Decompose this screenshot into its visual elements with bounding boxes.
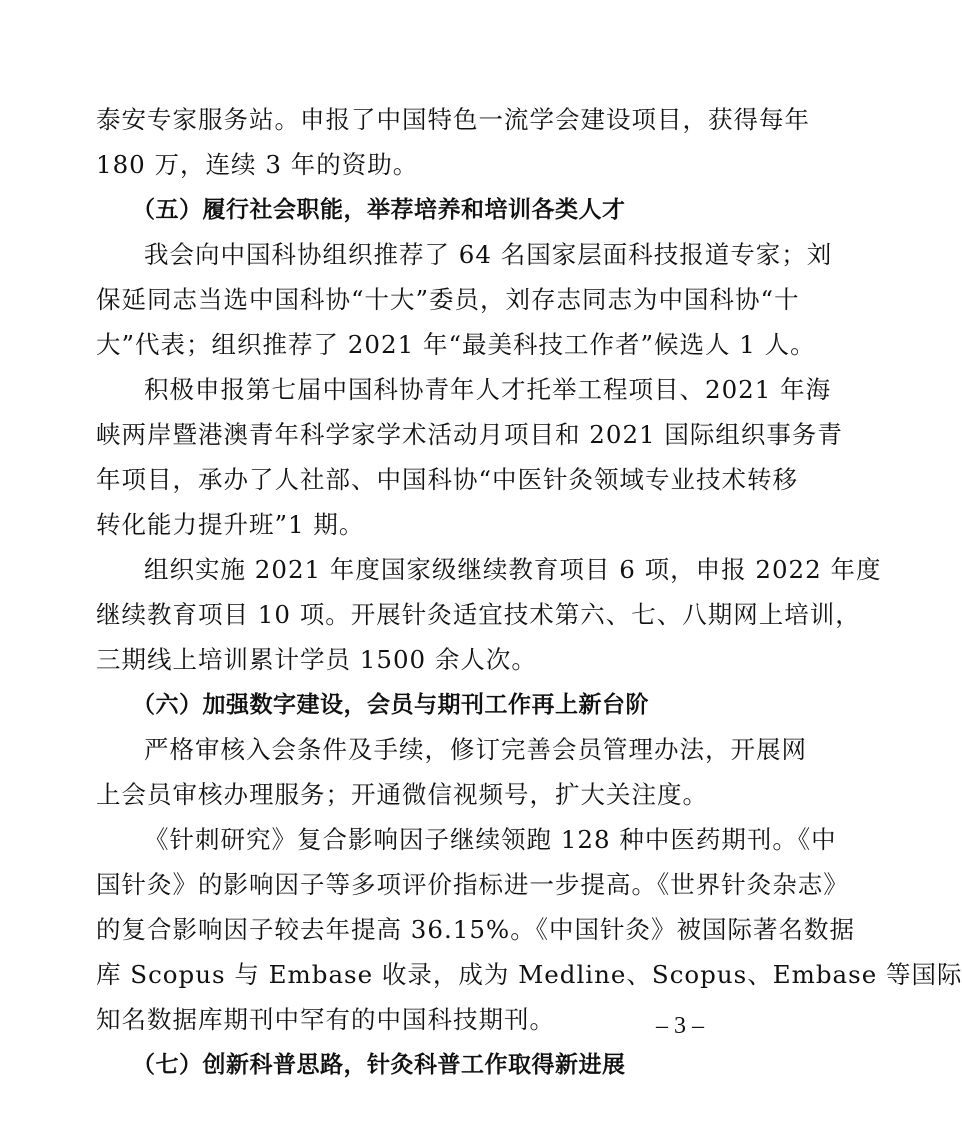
body-line: 三期线上培训累计学员 1500 余人次。: [96, 645, 537, 674]
body-line: 峡两岸暨港澳青年科学家学术活动月项目和 2021 国际组织事务青: [96, 420, 843, 449]
section-heading: （七）创新科普思路，针灸科普工作取得新进展: [132, 1052, 626, 1078]
body-line: 转化能力提升班”1 期。: [96, 510, 365, 539]
body-line: 《针刺研究》复合影响因子继续领跑 128 种中医药期刊。《中: [144, 825, 837, 854]
body-line: 国针灸》的影响因子等多项评价指标进一步提高。《世界针灸杂志》: [96, 870, 849, 899]
body-line: 180 万，连续 3 年的资助。: [96, 150, 419, 179]
page-number: – 3 –: [656, 1013, 704, 1039]
body-line: 的复合影响因子较去年提高 36.15%。《中国针灸》被国际著名数据: [96, 915, 855, 944]
body-line: 知名数据库期刊中罕有的中国科技期刊。: [96, 1005, 555, 1034]
body-line: 上会员审核办理服务；开通微信视频号，扩大关注度。: [96, 780, 708, 809]
body-line: 组织实施 2021 年度国家级继续教育项目 6 项，申报 2022 年度: [144, 555, 882, 584]
body-line: 大”代表；组织推荐了 2021 年“最美科技工作者”候选人 1 人。: [96, 330, 816, 359]
body-line: 保延同志当选中国科协“十大”委员，刘存志同志为中国科协“十: [96, 285, 800, 314]
body-line: 我会向中国科协组织推荐了 64 名国家层面科技报道专家；刘: [144, 240, 833, 269]
section-heading: （五）履行社会职能，举荐培养和培训各类人才: [132, 197, 626, 223]
body-line: 泰安专家服务站。申报了中国特色一流学会建设项目，获得每年: [96, 105, 810, 134]
section-heading: （六）加强数字建设，会员与期刊工作再上新台阶: [132, 692, 649, 718]
body-line: 积极申报第七届中国科协青年人才托举工程项目、2021 年海: [144, 375, 832, 404]
body-line: 严格审核入会条件及手续，修订完善会员管理办法，开展网: [144, 735, 807, 764]
body-line: 继续教育项目 10 项。开展针灸适宜技术第六、七、八期网上培训，: [96, 600, 861, 629]
body-line: 年项目，承办了人社部、中国科协“中医针灸领域专业技术转移: [96, 465, 799, 494]
body-line: 库 Scopus 与 Embase 收录，成为 Medline、Scopus、Embase 等国际: [96, 960, 962, 989]
